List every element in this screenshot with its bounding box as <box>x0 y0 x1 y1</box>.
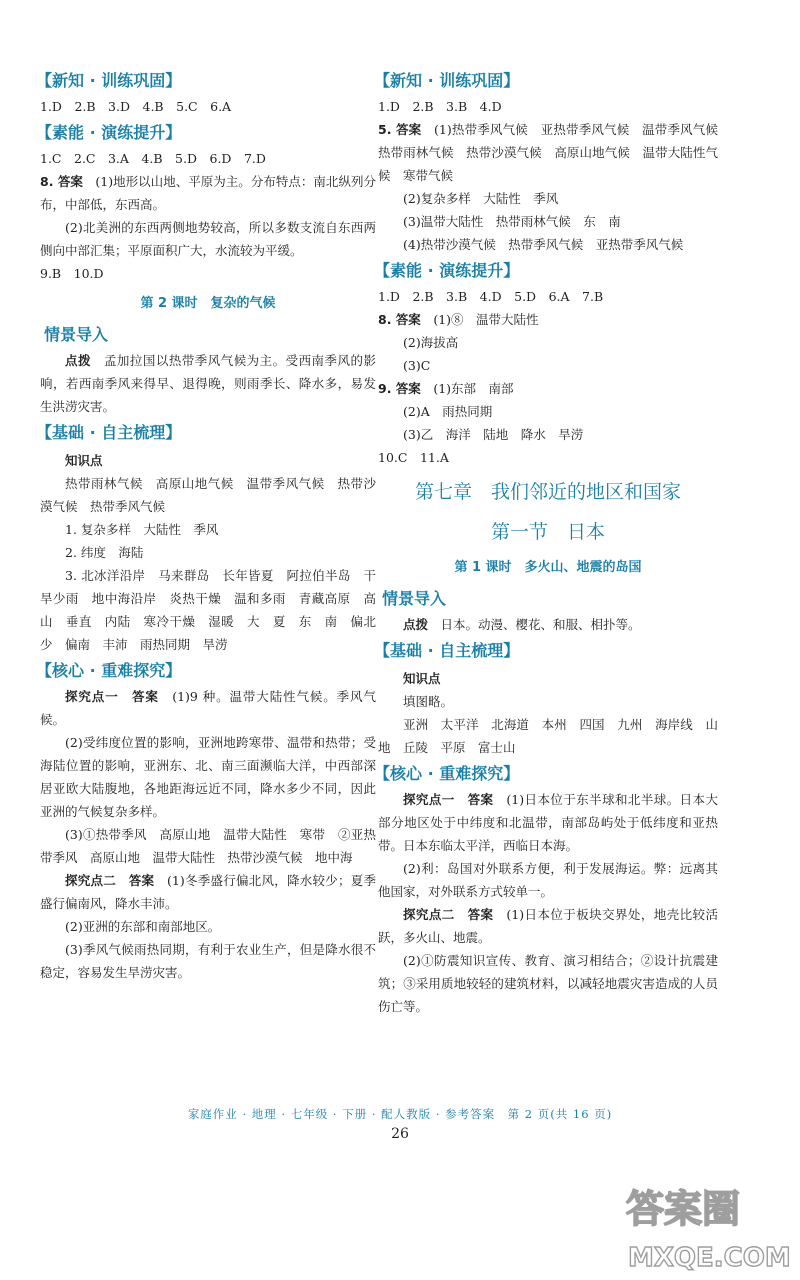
answer-text: (1)日本位于东半球和北半球。日本大部分地区处于中纬度和北温带，南部岛屿处于低纬度和亚热带。日本东临太平洋，西临日本海。 <box>378 792 718 853</box>
answer-line: 1.D 2.B 3.D 4.B 5.C 6.A <box>40 99 232 114</box>
subsection-heading: 情景导入 <box>382 589 447 608</box>
hint-label: 点拨 <box>403 617 429 632</box>
answer-text: (1)⑧ 温带大陆性 <box>433 312 539 327</box>
watermark-brand-cn: 答案圈 <box>626 1187 741 1231</box>
answer-text: (1)9 种。温带大陆性气候。季风气候。 <box>40 689 376 727</box>
answer-text: (1)热带季风气候 亚热带季风气候 温带季风气候 热带雨林气候 热带沙漠气候 高原山地气候 温带大陆性气候 寒带气候 <box>378 122 731 183</box>
left-column <box>36 66 389 984</box>
knowledge-line: 1. 复杂多样 大陆性 季风 <box>65 522 219 537</box>
explore-label: 探究点二 答案 <box>65 873 155 888</box>
intro-paragraph <box>40 349 376 418</box>
intro-paragraph <box>378 613 718 636</box>
knowledge-line: 3. 北冰洋沿岸 马来群岛 长年皆夏 阿拉伯半岛 干旱少雨 地中海沿岸 炎热干燥 温和多雨 青藏高原 高山 垂直 内陆 寒冷干燥 湿暖 大 夏 东 南 偏北 少 偏南 丰沛 雨热同期 旱涝 <box>40 568 389 652</box>
answer-paragraph: (3)季风气候雨热同期，有利于农业生产，但是降水很不稳定，容易发生旱涝灾害。 <box>40 942 376 980</box>
answer-paragraph: (3)C <box>403 358 431 373</box>
explore-point-1 <box>40 685 376 731</box>
section-heading: 【新知 · 训练巩固】 <box>374 71 520 90</box>
section-heading: 【素能 · 演练提升】 <box>374 261 520 280</box>
answer-paragraph: (3)乙 海洋 陆地 降水 旱涝 <box>403 427 584 442</box>
explore-point-2 <box>378 903 718 949</box>
answer-paragraph: (2)①防震知识宣传、教育、演习相结合；②设计抗震建筑；③采用质地较轻的建筑材料，以减轻地震灾害造成的人员伤亡等。 <box>378 953 718 1014</box>
answer-paragraph: (2)亚洲的东部和南部地区。 <box>65 919 221 934</box>
answer-text: (1)地形以山地、平原为主。分布特点：南北纵列分布，中部低，东西高。 <box>40 174 376 212</box>
lesson-title: 第 2 课时 复杂的气候 <box>140 296 276 311</box>
chapter-title: 第七章 我们邻近的地区和国家 <box>414 481 681 503</box>
section-title: 第一节 日本 <box>490 521 605 543</box>
answer-line: 1.D 2.B 3.B 4.D <box>378 99 502 114</box>
explore-point-1 <box>378 788 718 857</box>
answer-line: 1.D 2.B 3.B 4.D 5.D 6.A 7.B <box>378 289 604 304</box>
knowledge-line: 2. 纬度 海陆 <box>65 545 144 560</box>
intro-text: 日本。动漫、樱花、和服、相扑等。 <box>440 617 641 632</box>
subsection-heading: 情景导入 <box>44 325 109 344</box>
explore-label: 探究点一 答案 <box>403 792 494 807</box>
question-5 <box>378 118 731 187</box>
question-9 <box>378 377 718 400</box>
page-footer: 家庭作业 · 地理 · 七年级 · 下册 · 配人教版 · 参考答案 第 2 页(共 16 页) <box>187 1107 613 1121</box>
answer-line: 10.C 11.A <box>378 450 449 465</box>
right-column <box>374 66 731 1018</box>
knowledge-line: 填图略。 <box>403 694 454 709</box>
watermark-brand-en: MXQE.COM <box>628 1243 791 1273</box>
section-heading: 【新知 · 训练巩固】 <box>36 71 182 90</box>
section-heading: 【素能 · 演练提升】 <box>36 123 182 142</box>
answer-paragraph: (2)复杂多样 大陆性 季风 <box>403 191 559 206</box>
answer-paragraph: (2)北美洲的东西两侧地势较高，所以多数支流自东西两侧向中部汇集；平原面积广大，水流较为平缓。 <box>40 220 376 258</box>
answer-label: 5. 答案 <box>378 122 422 137</box>
knowledge-point-label: 知识点 <box>403 671 441 686</box>
answer-paragraph: (3)温带大陆性 热带雨林气候 东 南 <box>403 214 621 229</box>
answer-paragraph: (2)利：岛国对外联系方便，利于发展海运。弊：远离其他国家，对外联系方式较单一。 <box>378 861 718 899</box>
intro-text: 孟加拉国以热带季风气候为主。受西南季风的影响，若西南季风来得早、退得晚，则雨季长、降水多，易发生洪涝灾害。 <box>40 353 376 414</box>
hint-label: 点拨 <box>65 353 91 368</box>
section-heading: 【基础 · 自主梳理】 <box>374 641 520 660</box>
answer-line: 9.B 10.D <box>40 266 104 281</box>
section-heading: 【基础 · 自主梳理】 <box>36 423 182 442</box>
answer-label: 8. 答案 <box>378 312 421 327</box>
answer-label: 9. 答案 <box>378 381 421 396</box>
answer-line: 1.C 2.C 3.A 4.B 5.D 6.D 7.D <box>40 151 266 166</box>
knowledge-point-label: 知识点 <box>65 453 103 468</box>
lesson-title: 第 1 课时 多火山、地震的岛国 <box>454 560 642 575</box>
section-heading: 【核心 · 重难探究】 <box>374 764 520 783</box>
page-number: 26 <box>391 1126 409 1142</box>
answer-text: (1)日本位于板块交界处，地壳比较活跃，多火山、地震。 <box>378 907 718 945</box>
section-heading: 【核心 · 重难探究】 <box>36 661 182 680</box>
answer-paragraph: (4)热带沙漠气候 热带季风气候 亚热带季风气候 <box>403 237 684 252</box>
answer-paragraph: (2)受纬度位置的影响，亚洲地跨寒带、温带和热带；受海陆位置的影响，亚洲东、北、南三面濒临大洋，中西部深居亚欧大陆腹地，各地距海远近不同，降水多少不同，因此亚洲的气候复杂多样。 <box>40 735 376 819</box>
answer-label: 8. 答案 <box>40 174 83 189</box>
answer-paragraph: (2)A 雨热同期 <box>403 404 493 419</box>
answer-text: (1)东部 南部 <box>433 381 514 396</box>
answer-text: (1)冬季盛行偏北风，降水较少；夏季盛行偏南风，降水丰沛。 <box>40 873 376 911</box>
explore-label: 探究点一 答案 <box>65 689 159 704</box>
answer-paragraph: (3)①热带季风 高原山地 温带大陆性 寒带 ②亚热带季风 高原山地 温带大陆性 热带沙漠气候 地中海 <box>40 827 376 865</box>
answer-paragraph: (2)海拔高 <box>403 335 459 350</box>
knowledge-line: 热带雨林气候 高原山地气候 温带季风气候 热带沙漠气候 热带季风气候 <box>40 476 376 514</box>
question-8 <box>40 170 376 216</box>
knowledge-line: 亚洲 太平洋 北海道 本州 四国 九州 海岸线 山地 丘陵 平原 富士山 <box>378 717 718 755</box>
question-8 <box>378 308 718 331</box>
explore-point-2 <box>40 869 376 915</box>
watermark-logo <box>598 1176 798 1276</box>
explore-label: 探究点二 答案 <box>403 907 494 922</box>
